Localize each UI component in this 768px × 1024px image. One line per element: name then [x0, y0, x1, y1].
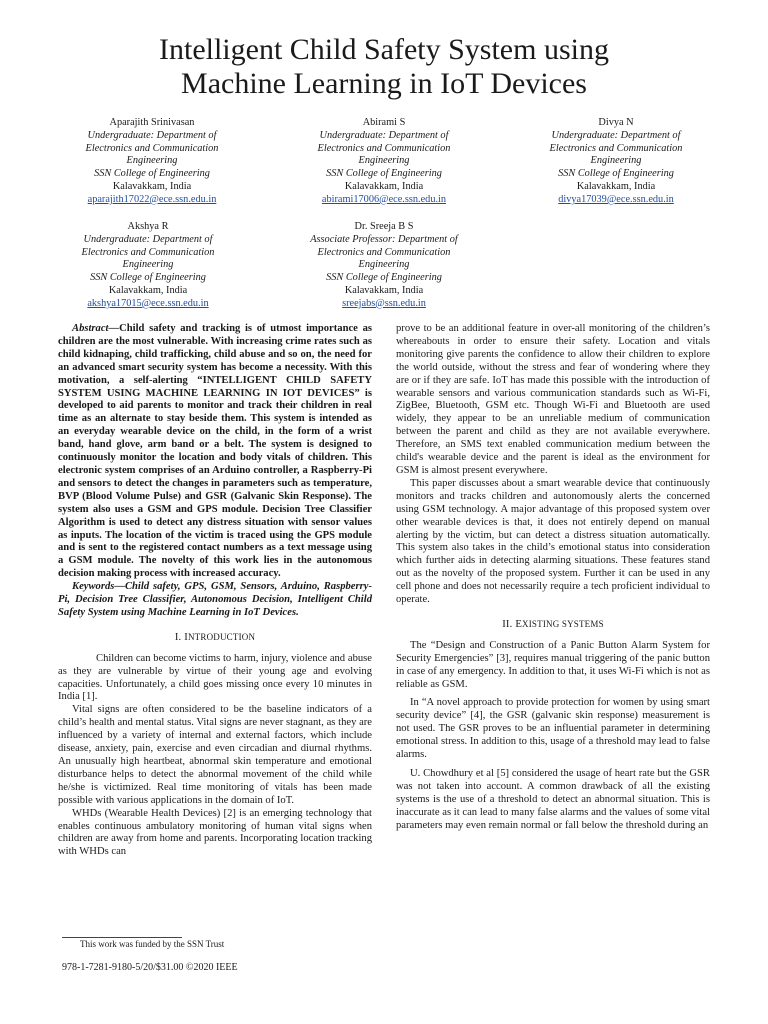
- footnote-divider: [62, 937, 182, 938]
- section-heading-introduction: [58, 631, 372, 645]
- paragraph: Vital signs are often considered to be the baseline indicators of a child’s health and mental status. Vital signs are never stagnant, as they are influenced by a variety of internal and external factors, which include disease, anxiety, pain, exercise and even circadian and diurnal rhythms. An unusually high heartbeat, abnormal skin temperature and emotional disturbance helps to detect the abnormal movement of the child while he/she is victimized. Real time monitoring of vitals has been made possible with various applications in the domain of IoT.: [58, 704, 372, 806]
- section-number: II.: [502, 618, 513, 630]
- author-name: Akshya R: [127, 221, 169, 232]
- author-location: Kalavakkam, India: [344, 284, 424, 296]
- author-college: SSN College of Engineering: [326, 168, 442, 180]
- author-college: SSN College of Engineering: [94, 168, 210, 180]
- paragraph: The “Design and Construction of a Panic Button Alarm System for Security Emergencies” [3], requires manual triggering of the panic button in case of any emergency. In addition to that, it uses Wi-Fi which is not as reliable as GSM.: [396, 639, 710, 690]
- author-name: Abirami S: [362, 117, 406, 128]
- section-cap: I: [184, 631, 188, 643]
- author-email-link[interactable]: aparajith17022@ece.ssn.edu.in: [87, 193, 217, 205]
- author-location: Kalavakkam, India: [344, 180, 424, 192]
- footnote: This work was funded by the SSN Trust: [80, 939, 225, 949]
- section-rest: NTRODUCTION: [187, 631, 256, 642]
- abstract-label: Abstract: [72, 323, 109, 334]
- author-block: [279, 117, 489, 207]
- author-block: [43, 221, 253, 311]
- title-line-2: Machine Learning in IoT Devices: [181, 67, 587, 100]
- author-role: Undergraduate: Department of: [83, 233, 213, 245]
- author-role: Electronics and Communication: [81, 246, 215, 258]
- author-role: Associate Professor: Department of: [310, 233, 458, 245]
- isbn-line: 978-1-7281-9180-5/20/$31.00 ©2020 IEEE: [62, 962, 238, 973]
- author-role: Engineering: [590, 155, 642, 167]
- section-rest: XISTING SYSTEMS: [522, 618, 604, 629]
- author-role: Engineering: [122, 259, 174, 271]
- author-role: Engineering: [358, 155, 410, 167]
- author-email-link[interactable]: divya17039@ece.ssn.edu.in: [558, 193, 674, 205]
- paragraph: WHDs (Wearable Health Devices) [2] is an emerging technology that enables continuous ambulatory monitoring of human vital signs when children are away from home and parents. Incorporating location tracking with WHDs can: [58, 807, 372, 858]
- author-location: Kalavakkam, India: [112, 180, 192, 192]
- author-email-link[interactable]: abirami17006@ece.ssn.edu.in: [321, 193, 447, 205]
- author-block: [511, 117, 721, 207]
- author-role: Electronics and Communication: [317, 246, 451, 258]
- author-role: Electronics and Communication: [317, 142, 451, 154]
- author-role: Engineering: [358, 259, 410, 271]
- author-role: Electronics and Communication: [85, 142, 219, 154]
- abstract: [58, 323, 372, 581]
- paragraph: In “A novel approach to provide protection for women by using smart security device” [4], the GSR (galvanic skin response) measurement is not used. The GSR proves to be an influential parameter in determining emotional stress. In addition to this, usage of a threshold may lead to false alarms.: [396, 697, 710, 761]
- section-cap: E: [515, 618, 523, 630]
- paragraph: Children can become victims to harm, injury, violence and abuse as they are vulnerable by virtue of their young age and evolving capacities. Unfortunately, a child goes missing once every 10 minutes in India [1].: [58, 652, 372, 703]
- author-role: Undergraduate: Department of: [319, 129, 449, 141]
- author-college: SSN College of Engineering: [558, 168, 674, 180]
- author-role: Engineering: [126, 155, 178, 167]
- author-college: SSN College of Engineering: [90, 272, 206, 284]
- author-college: SSN College of Engineering: [326, 272, 442, 284]
- paragraph: This paper discusses about a smart wearable device that continuously monitors and tracks children and autonomously alerts the concerned using GSM technology. A major advantage of this proposed system over other wearable devices is that, it does not entirely depend on manual alerting by the victim, but can detect a distress situation automatically. This system also takes in the child’s emotional status into consideration which further aids in detecting alarming situations. These features stand out as the novelty of the proposed system. Further it can be used in any cell phone and does not necessarily require a tech proficient individual to operate.: [396, 477, 710, 606]
- section-heading-existing-systems: [396, 618, 710, 632]
- left-column: [58, 323, 372, 859]
- author-location: Kalavakkam, India: [108, 284, 188, 296]
- section-number: I.: [174, 631, 182, 643]
- author-name: Divya N: [598, 117, 634, 128]
- author-role: Undergraduate: Department of: [87, 129, 217, 141]
- author-name: Aparajith Srinivasan: [109, 117, 195, 128]
- paper-title: [0, 33, 768, 101]
- author-email-link[interactable]: akshya17015@ece.ssn.edu.in: [87, 297, 209, 309]
- author-name: Dr. Sreeja B S: [354, 221, 414, 232]
- keywords: Keywords—Child safety, GPS, GSM, Sensors, Arduino, Raspberry-Pi, Decision Tree Classifier, Autonomous Decision, Intelligent Child Safety System using Machine Learning in IoT Devices.: [58, 581, 372, 618]
- title-line-1: Intelligent Child Safety System using: [159, 33, 609, 66]
- abstract-text: —Child safety and tracking is of utmost importance as children are the most vulnerable. With increasing crime rates such as child kidnaping, child trafficking, child abuse and so on, the need for an advanced smart security system has become a necessity. With this motivation, a self-alerting “INTELLIGENT CHILD SAFETY SYSTEM USING MACHINE LEARNING IN IOT DEVICES” is developed to aid parents to monitor and track their children in real time as an alternate to stay beside them. This system is intended as an everyday wearable device on the child, in the form of a wrist band, hand glove, arm band or a belt. The system is designed to continuously monitor the location and body vitals of children. This electronic system comprises of an Arduino controller, a Raspberry-Pi and sensors to detect the changes in parameters such as temperature, BVP (Blood Volume Pulse) and GSR (Galvanic Skin Response). The system also uses a GSM and GPS module. Decision Tree Classifier Algorithm is used to detect any distress situation with sensor values as inputs. The location of the victim is traced using the GPS module and is sent to the registered contact numbers as a text message using a GSM module. The novelty of this work lies in the autonomous decision making process with increased accuracy.: [58, 323, 372, 580]
- paragraph: U. Chowdhury et al [5] considered the usage of heart rate but the GSR was not taken into account. A common drawback of all the existing systems is the use of a threshold to detect an abnormal situation. This is inaccurate as it can lead to many false alarms and the values of some vital parameters may even remain normal or fall below the threshold during an: [396, 768, 710, 831]
- author-role: Electronics and Communication: [549, 142, 683, 154]
- author-location: Kalavakkam, India: [576, 180, 656, 192]
- author-block: [279, 221, 489, 311]
- author-block: [47, 117, 257, 207]
- author-role: Undergraduate: Department of: [551, 129, 681, 141]
- paragraph: prove to be an additional feature in over-all monitoring of the children’s whereabouts in order to ensure their safety. Location and vitals monitoring give parents the confidence to allow their children to explore the world outside, without the stress and fear of wondering where they are or if they are safe. IoT has made this possible with the introduction of wearable sensors and various communication standards such as Wi-Fi, ZigBee, Bluetooth, GSM etc. Though Wi-Fi and Bluetooth are used widely, they appear to be an unreliable medium of communication between the parent and child as they are not available everywhere. Therefore, an SMS text enabled communication medium between the child's wearable device and the parent is ideal as the environment for GSM is almost present everywhere.: [396, 323, 710, 476]
- right-column: [396, 323, 710, 833]
- author-email-link[interactable]: sreejabs@ssn.edu.in: [342, 297, 426, 309]
